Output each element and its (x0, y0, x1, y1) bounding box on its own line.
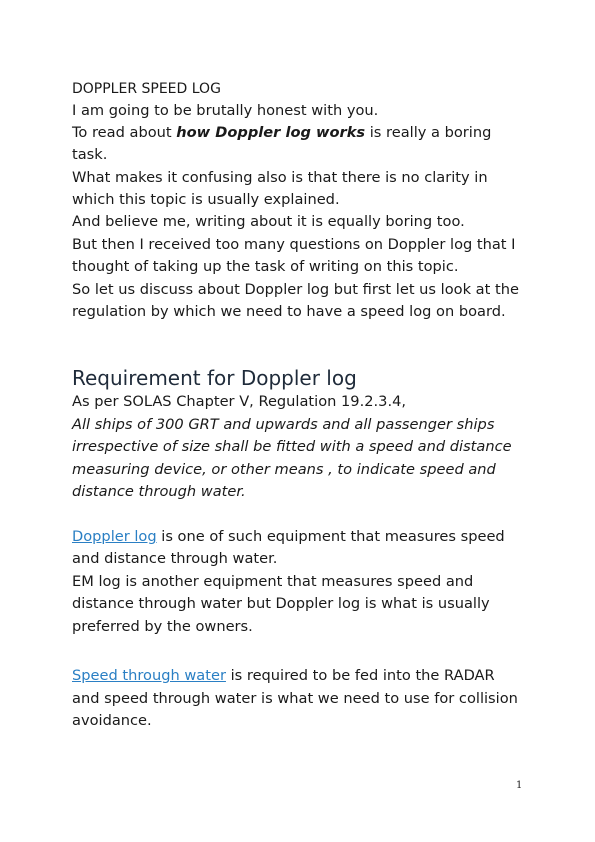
page-number: 1 (516, 780, 523, 791)
paragraph-line (72, 122, 491, 144)
paragraph-line (72, 665, 495, 687)
section-heading: Requirement for Doppler log (72, 366, 357, 390)
paragraph-line: distance through water but Doppler log is what is usually (72, 595, 490, 612)
paragraph-line: So let us discuss about Doppler log but first let us look at the (72, 281, 519, 298)
paragraph-line: task. (72, 146, 108, 163)
paragraph-line: which this topic is usually explained. (72, 191, 340, 208)
paragraph-line: But then I received too many questions on Doppler log that I (72, 236, 516, 253)
text-span: is really a boring (365, 124, 492, 141)
paragraph-line: What makes it confusing also is that there is no clarity in (72, 169, 488, 186)
paragraph-line: thought of taking up the task of writing on this topic. (72, 258, 459, 275)
paragraph-line: avoidance. (72, 712, 152, 729)
text-span: To read about (72, 124, 177, 141)
regulation-quote-line: measuring device, or other means , to indicate speed and (72, 461, 496, 478)
paragraph-line: preferred by the owners. (72, 618, 253, 635)
paragraph-line: And believe me, writing about it is equally boring too. (72, 213, 465, 230)
regulation-quote-line: All ships of 300 GRT and upwards and all passenger ships (72, 416, 495, 433)
paragraph-line: EM log is another equipment that measures speed and (72, 573, 474, 590)
text-span: is one of such equipment that measures speed (156, 528, 505, 545)
paragraph-line: and speed through water is what we need to use for collision (72, 690, 518, 707)
document-title: DOPPLER SPEED LOG (72, 81, 221, 97)
regulation-reference: As per SOLAS Chapter V, Regulation 19.2.3.4, (72, 393, 407, 410)
text-span: is required to be fed into the RADAR (225, 667, 495, 684)
paragraph-line (72, 526, 505, 548)
regulation-quote-line: irrespective of size shall be fitted with a speed and distance (72, 438, 512, 455)
paragraph-line: I am going to be brutally honest with you. (72, 102, 379, 119)
regulation-quote-line: distance through water. (72, 483, 246, 500)
doppler-log-link[interactable]: Doppler log (72, 528, 157, 545)
speed-through-water-link[interactable]: Speed through water (72, 667, 226, 684)
emphasis-text: how Doppler log works (176, 124, 366, 141)
paragraph-line: and distance through water. (72, 550, 278, 567)
paragraph-line: regulation by which we need to have a speed log on board. (72, 303, 506, 320)
